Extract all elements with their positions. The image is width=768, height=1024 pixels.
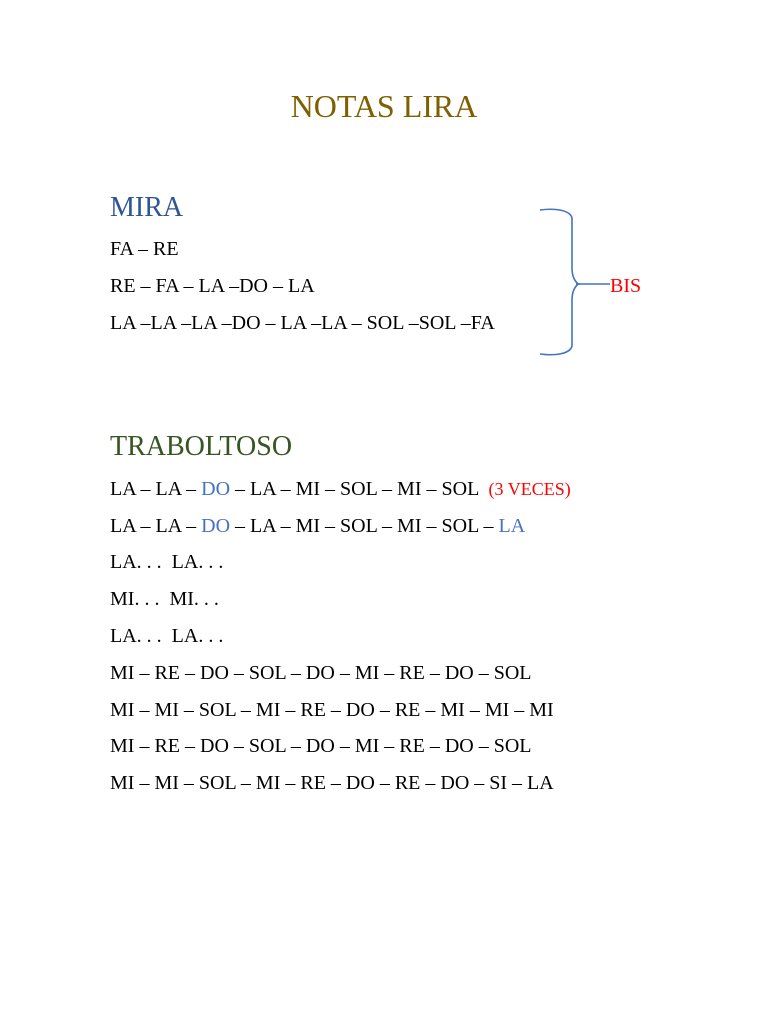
traboltoso-line-1 <box>110 477 571 501</box>
page-title: NOTAS LIRA <box>290 88 478 124</box>
right-brace-icon <box>530 200 580 360</box>
traboltoso-heading: TRABOLTOSO <box>110 431 293 462</box>
traboltoso-line-3: LA. . . LA. . . <box>110 551 224 573</box>
traboltoso-line-6: MI – RE – DO – SOL – DO – MI – RE – DO – SOL <box>110 662 532 684</box>
line-1-do-note: DO <box>201 478 231 500</box>
traboltoso-line-2 <box>110 514 525 538</box>
brace-connector-line <box>576 283 610 287</box>
line-2-la-note: LA <box>498 515 526 537</box>
mira-heading: MIRA <box>110 192 184 223</box>
line-1-repeat-note: (3 VECES) <box>488 479 571 499</box>
line-1-part-c: – LA – MI – SOL – MI – SOL <box>230 478 489 500</box>
mira-line-1: FA – RE <box>110 238 179 260</box>
mira-line-2: RE – FA – LA –DO – LA <box>110 275 315 297</box>
mira-line-3: LA –LA –LA –DO – LA –LA – SOL –SOL –FA <box>110 312 495 334</box>
line-1-part-a: LA – LA – <box>110 478 202 500</box>
bis-label: BIS <box>610 275 642 297</box>
traboltoso-line-9: MI – MI – SOL – MI – RE – DO – RE – DO – SI – LA <box>110 772 554 794</box>
traboltoso-line-7: MI – MI – SOL – MI – RE – DO – RE – MI – MI – MI <box>110 699 554 721</box>
traboltoso-line-5: LA. . . LA. . . <box>110 625 224 647</box>
traboltoso-line-4: MI. . . MI. . . <box>110 588 219 610</box>
traboltoso-line-8: MI – RE – DO – SOL – DO – MI – RE – DO – SOL <box>110 735 532 757</box>
line-2-part-c: – LA – MI – SOL – MI – SOL – <box>230 515 499 537</box>
line-2-part-a: LA – LA – <box>110 515 202 537</box>
line-2-do-note: DO <box>201 515 231 537</box>
